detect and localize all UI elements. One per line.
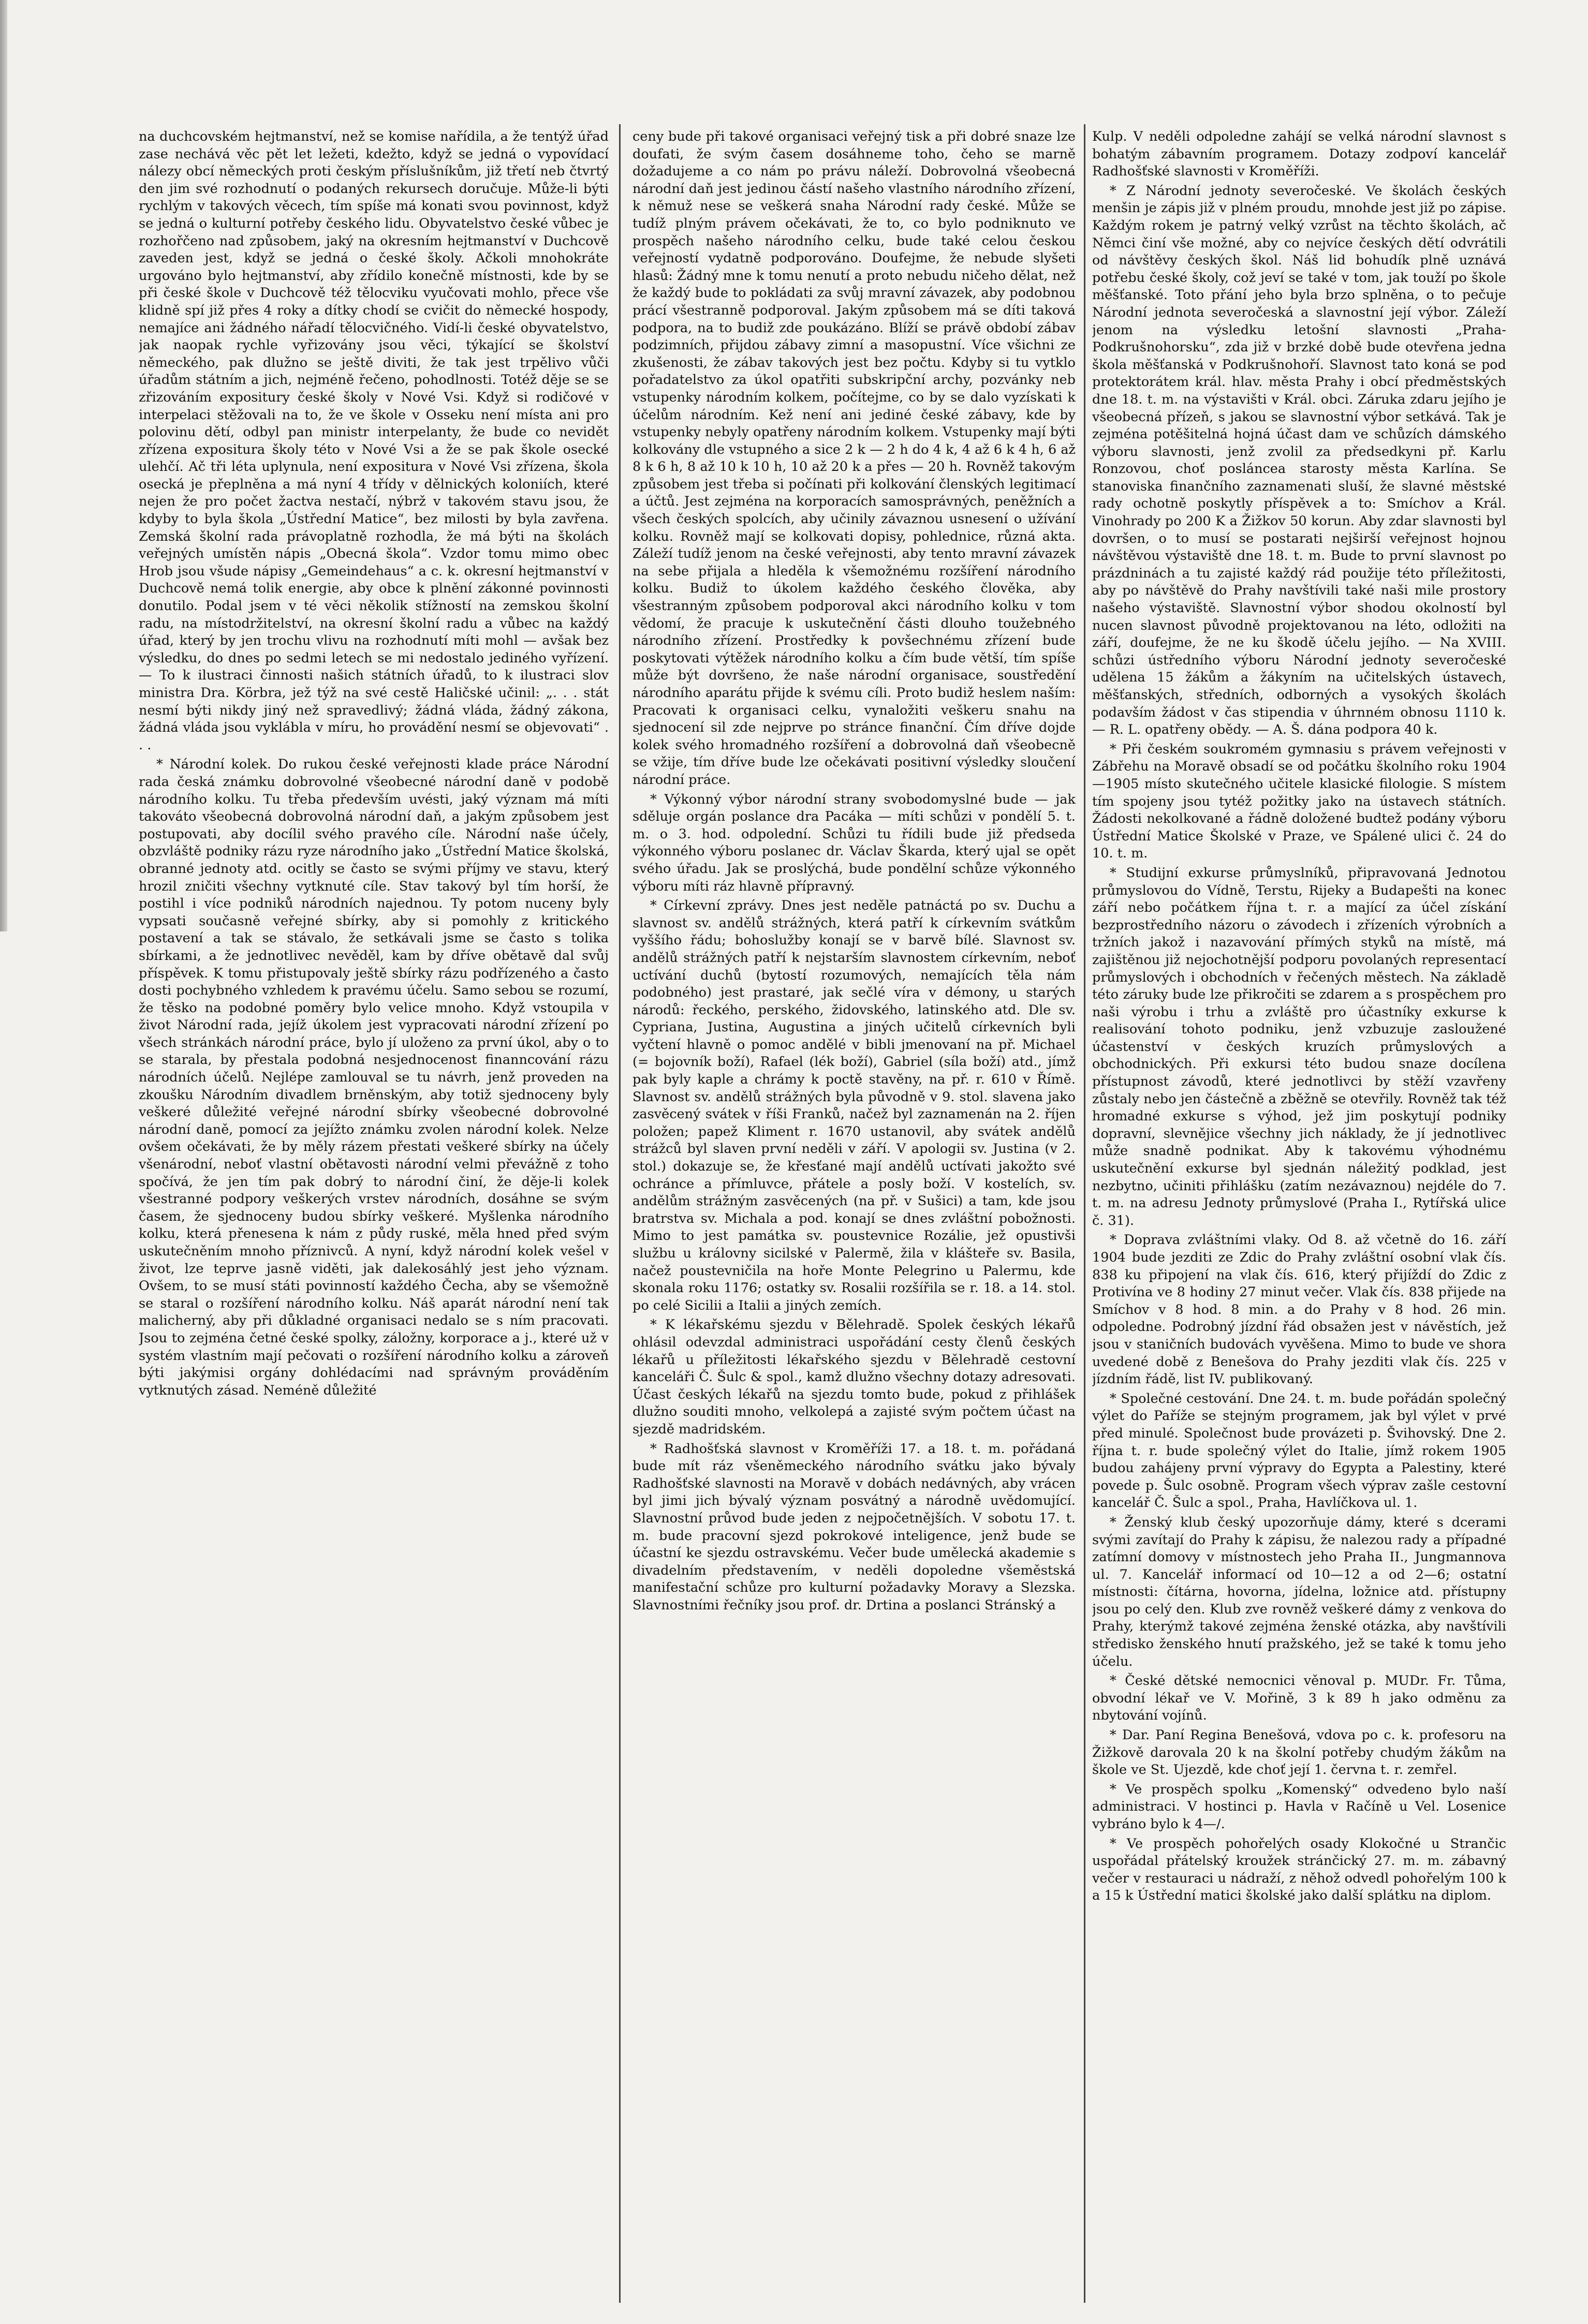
article-childrens-hospital: * České dětské nemocnici věnoval p. MUDr. Fr. Tůma, obvodní lékař ve V. Mořině, 3 k 89 h jako odměnu za nbytování vojínů. — [1092, 1673, 1506, 1724]
article-executive-committee: * Výkonný výbor národní strany svobodomyslné bude — jak sděluje orgán poslance dra Pacáka — míti schůzi v pondělí 5. t. m. o 3. hod. odpolední. Schůzi tu řídili bude již předseda výkonného výboru poslanec dr. Václav Škarda, který ujal se opět svého úřadu. Jak se proslýchá, bude pondělní schůze výkonného výboru míti ráz hlavně přípravný. — [633, 791, 1076, 894]
article-text: ceny bude při takové organisaci veřejný tisk a při dobré snaze lze doufati, že svým časem dosáhneme toho, čeho se marně dožadujeme a co nám po právu náleží. Dobrovolná všeobecná národní daň jest jedinou částí našeho vlastního národního zřízení, k němuž nese se veškerá snaha Národní rady české. Může se tudíž plným právem očekávati, že to, co bylo podniknuto ve prospěch našeho národního celku, bude také celou českou veřejností vydatně podporováno. Doufejme, že nebude slyšeti hlasů: Žádný mne k tomu nenutí a proto nebudu ničeho dělat, než že každý bude to pokládati za svůj mravní závazek, aby podobnou prácí všestranně podporoval. Jakým způsobem má se díti taková podpora, na to budiž zde poukázáno. Blíží se právě období zábav podzimních, přijdou zábavy zimní a masopustní. Více všichni ze zkušenosti, že zábav takových jest bez počtu. Kdyby si tu vytklo pořadatelstvo za úkol opatřiti subskripční archy, pozvánky neb vstupenky národním kolkem, počítejme, co by se dalo vyzískati k účelům národním. Kež není ani jediné české zábavy, kde by vstupenky nebyly opatřeny národním kolkem. Vstupenky mají býti kolkovány dle vstupného a sice 2 k — 2 h do 4 k, 4 až 6 k 4 h, 6 až 8 k 6 h, 8 až 10 k 10 h, 10 až 20 k a přes — 20 h. Rovněž takovým způsobem jest třeba si počínati při kolkování členských legitimací a účtů. Jest zejména na korporacích samosprávných, peněžních a všech českých spolcích, aby učinily závaznou usnesení o užívání kolku. Rovněž mají se kolkovati dopisy, pohlednice, různá akta. Záleží tudíž jenom na české veřejnosti, aby tento mravní závazek na sebe přijala a hleděla k všemožnému rozšíření národního kolku. Budiž to úkolem každého českého člověka, aby všestranným způsobem podporoval akci národního kolku v tom vědomí, že pracuje k uskutečnění části dlouho toužebného národního zřízení. Prostředky k povšechnému zřízení bude poskytovati výtěžek národního kolku a čím bude větší, tím spíše může být dovršeno, že naše národní organisace, soustředění národního aparátu přijde k svému cíli. Proto budiž heslem naším: Pracovati k organisaci celku, vynaložiti veškeru snahu na sjednocení sil zde nejprve po stránce finanční. Čím dříve dojde kolek svého hromadného rozšíření a dobrovolná daň všeobecně se vžije, tím dříve bude lze očekávati positivní výsledky sloučení národní práce. — [633, 129, 1076, 788]
article-komensky-society: * Ve prospěch spolku „Komenský“ odvedeno bylo naší administraci. V hostinci p. Havla v Račíně u Vel. Losenice vybráno bylo k 4—/. — [1092, 1781, 1506, 1832]
article-medical-congress: * K lékařskému sjezdu v Bělehradě. Spolek českých lékařů ohlásil odevzdal administraci uspořádání cesty členů českých lékařů u příležitosti lékařského sjezdu v Bělehradě cestovní kanceláři Č. Šulc & spol., kamž dlužno všechny dotazy adresovati. Účast českých lékařů na sjezdu tomto bude, pokud z přihlášek dlužno souditi mnoho, velkolepá a zajisté svým počtem účast na sjezdě madridském. — [633, 1317, 1076, 1437]
article-gift: * Dar. Paní Regina Benešová, vdova po c. k. profesoru na Žižkově darovala 20 k na školní potřeby chudým žákům na škole ve St. Ujezdě, kde choť její 1. června t. r. zemřel. — [1092, 1727, 1506, 1778]
column-rule — [619, 124, 621, 2303]
column-middle — [633, 128, 1076, 2297]
column-right — [1092, 128, 1506, 2297]
column-left — [139, 128, 609, 2297]
article-fire-victims: * Ve prospěch pohořelých osady Klokočné u Strančic uspořádal přátelský kroužek stránčický 27. m. m. zábavný večer v restauraci u nádraží, z něhož odvedl pohořelým 100 k a 15 k Ústřední matici školské jako další splátku na diplom. — [1092, 1835, 1506, 1904]
article-special-trains: * Doprava zvláštními vlaky. Od 8. až včetně do 16. září 1904 bude jezditi ze Zdic do Prahy zvláštní osobní vlak čís. 838 ku připojení na vlak čís. 616, který přijíždí do Zdic z Protivína ve 8 hodiny 27 minut večer. Vlak čís. 838 přijede na Smíchov v 8 hod. 8 min. a do Prahy v 8 hod. 26 min. odpoledne. Podrobný jízdní řád obsažen jest v návěstích, jež jsou v staničních budovách vyvěšena. Mimo to bude ve shora uvedené době z Benešova do Prahy jezditi vlak čís. 225 v jízdním řádě, list IV. publikovaný. — [1092, 1232, 1506, 1387]
article-north-bohemian-union: * Z Národní jednoty severočeské. Ve školách českých menšin je zápis již v plném proudu, mnohde jest již po zápise. Každým rokem je patrný velký vzrůst na těchto školách, ač Němci činí vše možné, aby co nejvíce českých dětí odvrátili od návštěvy českých škol. Náš lid bohudík plně uznává potřebu české školy, což jeví se také v tom, jak touží po škole měšťanské. Toto přání jeho byla brzo splněna, o to pečuje Národní jednota severočeská a slavnostní její výbor. Záleží jenom na výsledku letošní slavnosti „Praha-Podkrušnohorsku“, zda již v brzké době bude otevřena jedna škola měšťanská v Podkrušnohoří. Slavnost tato koná se pod protektorátem král. hlav. města Prahy i obcí předměstských dne 18. t. m. na výstavišti v Král. obci. Záruka zdaru jejího je všeobecná přízeň, s jakou se slavnostní výbor setkává. Tak je zejména potěšitelná hojná účast dam ve schůzích dámského výboru slavnosti, jenž zvolil za předsedkyni př. Karlu Ronzovou, choť posláncea starosty města Karlína. Se stanoviska finančního zaznamenati sluší, že slavné městské rady ochotně poskytly příspěvek a to: Smíchov a Král. Vinohrady po 200 K a Žižkov 50 korun. Aby zdar slavnosti byl dovršen, o to musí se postarati nejširší veřejnost hojnou návštěvou výstaviště dne 18. t. m. Bude to první slavnost po prázdninách a tu zajisté každý rád použije této příležitosti, aby po návštěvě do Prahy navštívili také naši mile prostory našeho výstaviště. Slavnostní výbor shodou okolností byl nucen slavnost původně projektovanou na léto, odložiti na září, doufejme, že ne ku škodě účelu jejího. — Na XVIII. schůzi ústředního výboru Národní jednoty severočeské udělena 15 žákům a žákyním na učitelských ústavech, měšťanských, středních, odborných a vysokých školách podavším žádost v čas stipendia v úhrnném obnosu 1110 k. — R. L. opatřeny obědy. — A. Š. dána podpora 40 k. — [1092, 183, 1506, 738]
article-text: na duchcovském hejtmanství, než se komise nařídila, a že tentýž úřad zase nechává věc pět let ležeti, kdežto, když se jedná o vypovídací nálezy obcí německých proti českým příslušníkům, již třetí neb čtvrtý den jim své rozhodnutí o podaných rekursech doručuje. Může-li býti rychlým v takových věcech, tím spíše má konati svou povinnost, když se jedná o kulturní potřeby českého lidu. Obyvatelstvo české vůbec je rozhořčeno nad způsobem, jaký na okresním hejtmanství v Duchcově zaveden jest, když se jedná o české školy. Ačkoli mnohokráte urgováno bylo hejtmanství, aby zřídilo konečně místnosti, kde by se při české škole v Duchcově též tělocviku vyučovati mohlo, přece vše klidně spí již přes 4 roky a dítky chodí se cvičit do německé hospody, nemajíce ani žádného nářadí tělocvičného. Vidí-li české obyvatelstvo, jak naopak rychle vyřizovány jsou věci, týkající se školství německého, pak dlužno se ještě diviti, že tak jest trpělivo vůči úřadům státním a jich, nejméně řečeno, pohodlnosti. Totéž děje se se zřizováním expositury české školy v Nové Vsi. Když si rodičové v interpelaci stěžovali na to, že ve škole v Osseku není místa ani pro polovinu dětí, odbyl pan ministr interpelanty, že bude co nevidět zřízena expositura školy této v Nové Vsi a že se pak škole osecké ulehčí. Ač tři léta uplynula, není expositura v Nové Vsi zřízena, škola osecká je přeplněna a má nyní 4 třídy v dělnických koloniích, které nejen že pro počet žactva nestačí, nýbrž v takovém stavu jsou, že kdyby to byla škola „Ústřední Matice“, bez milosti by byla zavřena. Zemská školní rada právoplatně rozhodla, že má býti na školách veřejných umístěn nápis „Obecná škola“. Vzdor tomu mimo obec Hrob jsou všude nápisy „Gemeindehaus“ a c. k. okresní hejtmanství v Duchcově nemá tolik energie, aby obce k plnění zákonné povinnosti donutilo. Podal jsem v té věci několik stížností na zemskou školní radu, na místodržitelství, na okresní školní radu a vůbec na každý úřad, který by jen trochu vlivu na rozhodnutí míti mohl — avšak bez výsledku, do dnes po sedmi letech se mi nedostalo jediného vyřízení. — To k ilustraci činnosti našich státních úřadů, to k ilustraci slov ministra Dra. Körbra, jež týž na své cestě Haličské učinil: „. . . stát nesmí býti nikdy jiný než spravedlivý; žádná vláda, žádný zákona, žádná vláda jsou vyklábla v míru, ho provádění nesmí se objevovati“ . . . — [139, 129, 609, 753]
article-text: Kulp. V neděli odpoledne zahájí se velká národní slavnost s bohatým zábavním programem. Dotazy zodpoví kancelář Radhošťské slavnosti v Kroměříži. — [1092, 129, 1506, 180]
scan-edge-shadow — [0, 0, 7, 931]
article-radhost-celebration: * Radhošťská slavnost v Kroměříži 17. a 18. t. m. pořádaná bude mít ráz všeněmeckého národního svátku jako bývaly Radhošťské slavnosti na Moravě v dobách nedávných, aby vrácen byl jimi jich bývalý význam posvátný a národně uvědomující. Slavnostní průvod bude jeden z nejpočetnějších. V sobotu 17. t. m. bude pracovní sjezd pokrokové inteligence, jenž bude se účastní ke sjezdu ostravskému. Večer bude umělecká akademie s divadelním představením, v neděli dopoledne všeměstská manifestační schůze pro kulturní požadavky Moravy a Slezska. Slavnostními řečníky jsou prof. dr. Drtina a poslanci Stránský a — [633, 1441, 1076, 1613]
article-national-stamp: * Národní kolek. Do rukou české veřejnosti klade práce Národní rada česká známku dobrovolné všeobecné národní daně v podobě národního kolku. Tu třeba především uvésti, jaký význam má míti takováto všeobecná dobrovolná národní daň, a jakým způsobem jest postupovati, aby docílil svého pravého cíle. Národní naše účely, obzvláště podniky rázu ryze národního jako „Ústřední Matice školská, obranné jednoty atd. ocitly se často se svými příjmy ve stavu, který hrozil zničiti všechny vytknuté cíle. Stav takový byl tím horší, že postihl i více podniků národních najednou. Ty potom nuceny byly vypsati současně veřejné sbírky, aby si pomohly z kritického postavení a tak se stávalo, že setkávali jsme se často s tolika sbírkami, a že jednotlivec nevěděl, kam by dříve obětavě dal svůj příspěvek. K tomu přistupovaly ještě sbírky rázu podřízeného a často dosti pochybného vzhledem k pravému účelu. Samo sebou se rozumí, že těsko na podobné poměry bylo velice mnoho. Když vstoupila v život Národní rada, jejíž úkolem jest vypracovati národní zřízení po všech stránkách národní práce, bylo jí uloženo za první úkol, aby o to se starala, by přestala podobná nesjednocenost finanncování rázu národních účelů. Nejlépe zamlouval se tu návrh, jenž proveden na zkoušku Národním divadlem brněnským, aby totiž sjednoceny byly veškeré důležité veřejné národní sbírky všeobecné dobrovolné národní daně, pomocí za jejížto známku zvolen národní kolek. Nelze ovšem očekávati, že by měly rázem přestati veškeré sbírky na účely všenárodní, neboť vlastní obětavosti národní velmi převážně z toho spočívá, že jen tím pak dobrý to národní činí, že děje-li kolek všestranné podpory veškerých vrstev národních, dosáhne se svým časem, že sjednoceny budou sbírky veškeré. Myšlenka národního kolku, která přenesena k nám z půdy ruské, měla hned před svým uskutečněním mnoho příznivců. A nyní, když národní kolek vešel v život, lze teprve jasně viděti, jak dalekosáhlý jest jeho význam. Ovšem, to se musí státi povinností každého Čecha, aby se všemožně se staral o rozšíření národního kolku. Náš aparát národní není tak malicherný, aby při důkladné organisaci nedalo se s ním pracovati. Jsou to zejména četné české spolky, záložny, korporace a j., které už v systém vlastním mají pečovati o rozšíření národního kolku a zároveň býti jakýmisi orgány dohlédacími nad správným prováděním vytknutých zásad. Neméně důležité — [139, 757, 609, 1398]
article-group-travel: * Společné cestování. Dne 24. t. m. bude pořádán společný výlet do Paříže se stejným programem, jak byl výlet v prvé před minulé. Společnost bude provázeti p. Švihovský. Dne 2. října t. r. bude společný výlet do Italie, jímž rokem 1905 budou zahájeny první výpravy do Egypta a Palestiny, které povede p. Šulc osobně. Program všech výprav zašle cestovní kancelář Č. Šulc a spol., Praha, Havlíčkova ul. 1. — [1092, 1390, 1506, 1511]
article-zabreh-gymnasium: * Při českém soukromém gymnasiu s právem veřejnosti v Zábřehu na Moravě obsadí se od počátku školního roku 1904—1905 místo skutečného učitele klasické filologie. S místem tím spojeny jsou tytéž požitky jako na ústavech státních. Žádosti nekolkované a řádně doložené budtež podány výboru Ústřední Matice Školské v Praze, ve Spálené ulici č. 24 do 10. t. m. — [1092, 741, 1506, 862]
article-womens-club: * Ženský klub český upozorňuje dámy, které s dcerami svými zavítají do Prahy k zápisu, že nalezou rady a případné zatímní domovy v místnostech jeho Praha II., Jungmannova ul. 7. Kancelář informací od 10—12 a od 2—6; ostatní místnosti: čítárna, hovorna, jídelna, ložnice atd. přístupny jsou po celý den. Klub zve rovněž veškeré dámy z venkova do Prahy, kterýmž takové zejména ženské otázka, aby navštívili středisko ženského hnutí pražského, jež se také k tomu jeho účelu. — [1092, 1514, 1506, 1669]
article-study-excursion: * Studijní exkurse průmyslníků, připravovaná Jednotou průmyslovou do Vídně, Terstu, Rijeky a Budapešti na konec září nebo počátkem října t. r. a mající za účel získání bezprostředního názoru o závodech i zřízeních výrobních a tržních jakož i nazavování přímých styků na místě, má zajištěnou již nejochotnější podporu povolaných representací průmyslových i obchodních v řečených městech. Na základě této záruky bude lze přikročiti se zdarem a s prospěchem pro naši výrobu i trhu a zvláště pro účastníky exkurse k realisování tohoto podniku, jenž vzbuzuje zasloužené účastenství v českých kruzích průmyslových a obchodnických. Při exkursi této budou snaze docílena přístupnost závodů, které jednotlivci by stěží vzavřeny zůstaly nebo jen částečně a zběžně se otevřily. Rovněž tak též hromadné exkurse s výhod, jež jim poskytují podniky dopravní, slevnějice všechny jich náklady, že jí jednotlivec může snadně podnikat. Aby k takovému výhodnému uskutečnění exkurse byl sjednán náležitý podklad, jest nezbytno, učiniti přihlášku (zatím nezávaznou) nejdéle do 7. t. m. na adresu Jednoty průmyslové (Praha I., Rytířská ulice č. 31). — [1092, 865, 1506, 1228]
article-church-news: * Církevní zprávy. Dnes jest neděle patnáctá po sv. Duchu a slavnost sv. andělů strážných, která patří k církevním svátkům vyššího řádu; bohoslužby konají se v barvě bílé. Slavnost sv. andělů strážných patří k nejstarším slavnostem církevním, neboť uctívání duchů (bytostí rozumových, nemajících těla nám podobného) jest prastaré, jak sečlé víra v démony, u starých národů: řeckého, perského, židovského, latinského atd. Dle sv. Cypriana, Justina, Augustina a jiných učitelů církevních byli vyčtení hlavně o pomoc andělé v bibli jmenovaní na př. Michael (= bojovník boží), Rafael (lék boží), Gabriel (síla boží) atd., jímž pak byly kaple a chrámy k poctě stavěny, na př. r. 610 v Římě. Slavnost sv. andělů strážných byla původně v 9. stol. slavena jako zasvěcený svátek v říši Franků, načež byl zaznamenán na 2. říjen položen; papež Kliment r. 1670 ustanovil, aby svátek andělů strážců byl slaven první neděli v září. V apologii sv. Justina (v 2. stol.) dokazuje se, že křesťané mají andělů uctívati jakožto své ochránce a přímluvce, přátele a posly boží. V kostelích, sv. andělům strážným zasvěcených (na př. v Sušici) a tam, kde jsou bratrstva sv. Michala a pod. konají se dnes zvláštní pobožnosti. Mimo to jest památka sv. poustevnice Rozálie, jež opustivši službu u královny sicilské v Palermě, žila v klášteře sv. Basila, načež poustevničila na hoře Monte Pelegrino u Palermu, kde skonala roku 1176; ostatky sv. Rosalii rozšířila se r. 18. a 14. stol. po celé Sicilii a Italii a jiných zemích. — [633, 898, 1076, 1313]
column-rule — [1084, 124, 1085, 2303]
